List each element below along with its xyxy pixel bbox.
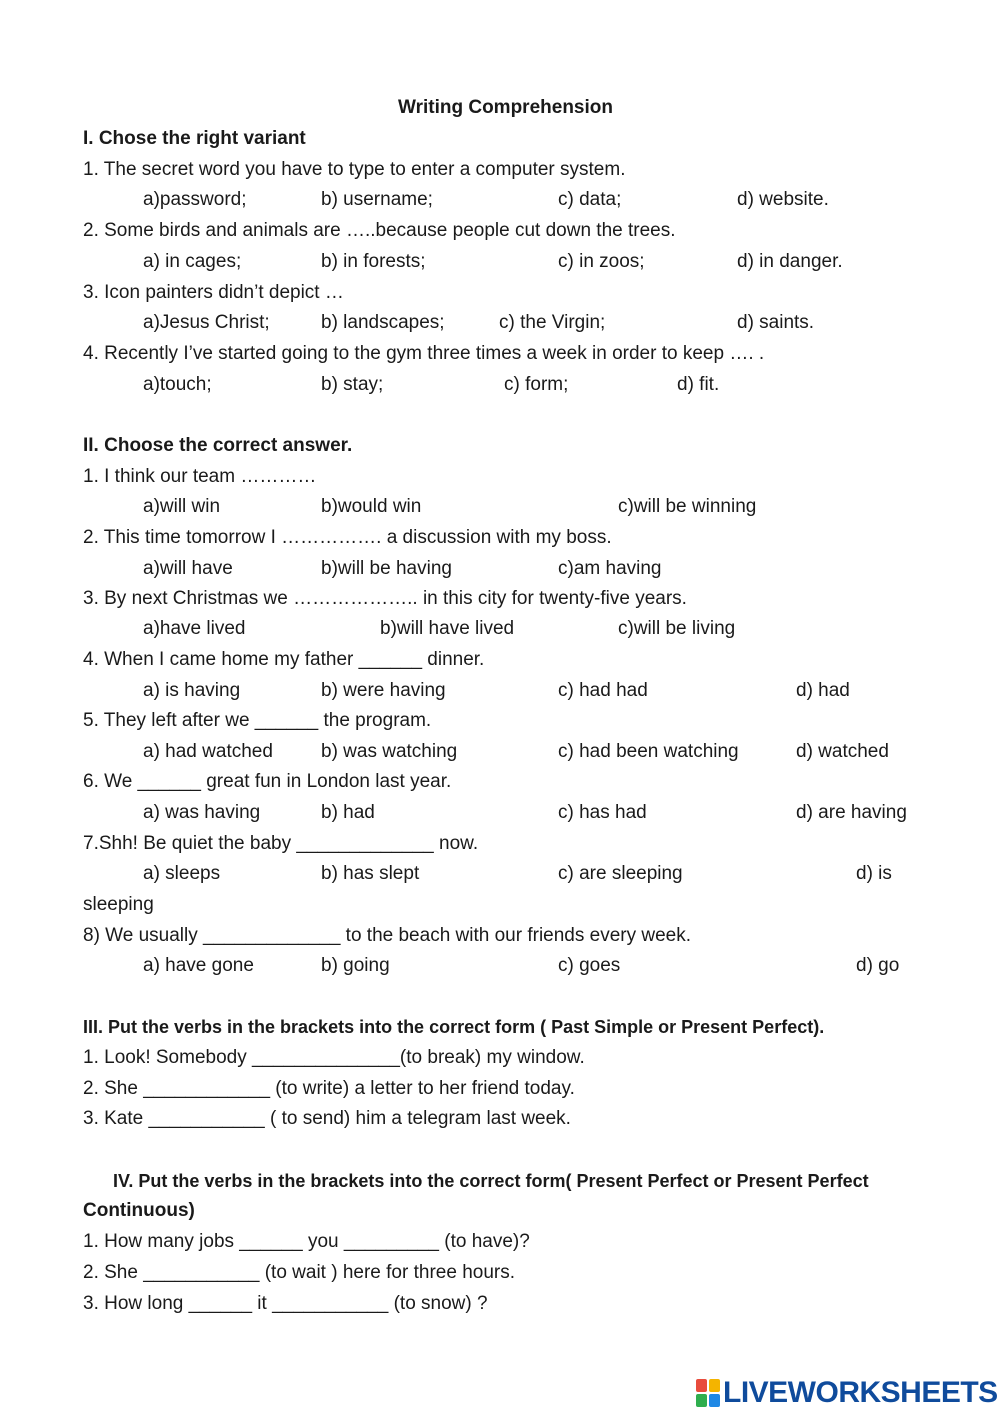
s2-q8-option-c[interactable]: c) goes <box>558 955 621 976</box>
s2-q4-option-a[interactable]: a) is having <box>143 680 241 701</box>
s2-q3-option-a[interactable]: a)have lived <box>143 618 246 639</box>
s2-q6-option-b[interactable]: b) had <box>321 802 375 823</box>
s2-q4-option-b[interactable]: b) were having <box>321 680 446 701</box>
liveworksheets-logo <box>696 1377 998 1409</box>
s2-q7-option-a[interactable]: a) sleeps <box>143 863 221 884</box>
s4-q2-text[interactable]: 2. She ___________ (to wait ) here for three hours. <box>83 1262 515 1283</box>
s2-q7-option-c[interactable]: c) are sleeping <box>558 863 683 884</box>
s1-q2-option-d[interactable]: d) in danger. <box>737 251 843 272</box>
s2-q1-text: 1. I think our team ………… <box>83 466 317 487</box>
s2-q5-option-c[interactable]: c) had been watching <box>558 741 739 762</box>
s2-q3-text: 3. By next Christmas we ……………….. in this city for twenty-five years. <box>83 588 687 609</box>
s2-q6-option-a[interactable]: a) was having <box>143 802 261 823</box>
section-2-heading: II. Choose the correct answer. <box>83 435 353 456</box>
s2-q2-option-b[interactable]: b)will be having <box>321 558 452 579</box>
s1-q1-text: 1. The secret word you have to type to enter a computer system. <box>83 159 626 180</box>
section-1-heading: I. Chose the right variant <box>83 128 306 149</box>
section-4-heading-line2: Continuous) <box>83 1200 195 1221</box>
logo-text: LIVEWORKSHEETS <box>723 1376 998 1409</box>
s1-q3-option-c[interactable]: c) the Virgin; <box>499 312 606 333</box>
s2-q6-option-d[interactable]: d) are having <box>796 802 907 823</box>
s1-q1-option-c[interactable]: c) data; <box>558 189 622 210</box>
s2-q5-option-b[interactable]: b) was watching <box>321 741 458 762</box>
s1-q1-option-a[interactable]: a)password; <box>143 189 247 210</box>
s2-q5-text: 5. They left after we ______ the program. <box>83 710 432 731</box>
s2-q8-option-a[interactable]: a) have gone <box>143 955 254 976</box>
s3-q1-text[interactable]: 1. Look! Somebody ______________(to break) my window. <box>83 1047 585 1068</box>
s1-q2-text: 2. Some birds and animals are …..because people cut down the trees. <box>83 220 676 241</box>
s2-q8-text: 8) We usually _____________ to the beach with our friends every week. <box>83 925 692 946</box>
s2-q2-option-a[interactable]: a)will have <box>143 558 233 579</box>
s2-q7-option-b[interactable]: b) has slept <box>321 863 420 884</box>
s2-q5-option-a[interactable]: a) had watched <box>143 741 273 762</box>
s1-q4-option-b[interactable]: b) stay; <box>321 374 384 395</box>
s2-q6-option-c[interactable]: c) has had <box>558 802 647 823</box>
s1-q1-option-d[interactable]: d) website. <box>737 189 829 210</box>
s1-q3-option-a[interactable]: a)Jesus Christ; <box>143 312 270 333</box>
s3-q3-text[interactable]: 3. Kate ___________ ( to send) him a telegram last week. <box>83 1108 571 1129</box>
s2-q8-option-b[interactable]: b) going <box>321 955 390 976</box>
s1-q4-option-c[interactable]: c) form; <box>504 374 569 395</box>
s2-q1-option-c[interactable]: c)will be winning <box>618 496 757 517</box>
s4-q3-text[interactable]: 3. How long ______ it ___________ (to snow) ? <box>83 1293 488 1314</box>
s1-q3-option-b[interactable]: b) landscapes; <box>321 312 445 333</box>
s2-q1-option-a[interactable]: a)will win <box>143 496 221 517</box>
section-3-heading: III. Put the verbs in the brackets into the correct form ( Past Simple or Present Perfect). <box>83 1017 825 1037</box>
s2-q4-text: 4. When I came home my father ______ dinner. <box>83 649 485 670</box>
s2-q8-option-d[interactable]: d) go <box>856 955 900 976</box>
s2-q1-option-b[interactable]: b)would win <box>321 496 422 517</box>
s2-q3-option-c[interactable]: c)will be living <box>618 618 736 639</box>
s2-q2-option-c[interactable]: c)am having <box>558 558 662 579</box>
s1-q4-option-d[interactable]: d) fit. <box>677 374 720 395</box>
s4-q1-text[interactable]: 1. How many jobs ______ you _________ (to have)? <box>83 1231 530 1252</box>
s1-q3-text: 3. Icon painters didn’t depict … <box>83 282 344 303</box>
s1-q2-option-a[interactable]: a) in cages; <box>143 251 242 272</box>
s2-q6-text: 6. We ______ great fun in London last year. <box>83 771 452 792</box>
s2-q3-option-b[interactable]: b)will have lived <box>380 618 515 639</box>
s2-q7-option-d-continued[interactable]: sleeping <box>83 894 154 915</box>
s1-q2-option-b[interactable]: b) in forests; <box>321 251 426 272</box>
s2-q4-option-d[interactable]: d) had <box>796 680 850 701</box>
logo-mark-icon <box>696 1379 720 1407</box>
s2-q2-text: 2. This time tomorrow I ……………. a discussion with my boss. <box>83 527 612 548</box>
page-title: Writing Comprehension <box>398 97 613 118</box>
section-4-heading-line1: IV. Put the verbs in the brackets into the correct form( Present Perfect or Present Perfect <box>113 1171 869 1191</box>
s1-q4-text: 4. Recently I’ve started going to the gym three times a week in order to keep …. . <box>83 343 765 364</box>
s1-q2-option-c[interactable]: c) in zoos; <box>558 251 645 272</box>
s2-q5-option-d[interactable]: d) watched <box>796 741 889 762</box>
s2-q7-option-d[interactable]: d) is <box>856 863 892 884</box>
s1-q3-option-d[interactable]: d) saints. <box>737 312 815 333</box>
s1-q4-option-a[interactable]: a)touch; <box>143 374 212 395</box>
s3-q2-text[interactable]: 2. She ____________ (to write) a letter to her friend today. <box>83 1078 575 1099</box>
s2-q7-text: 7.Shh! Be quiet the baby _____________ now. <box>83 833 479 854</box>
s2-q4-option-c[interactable]: c) had had <box>558 680 648 701</box>
s1-q1-option-b[interactable]: b) username; <box>321 189 433 210</box>
